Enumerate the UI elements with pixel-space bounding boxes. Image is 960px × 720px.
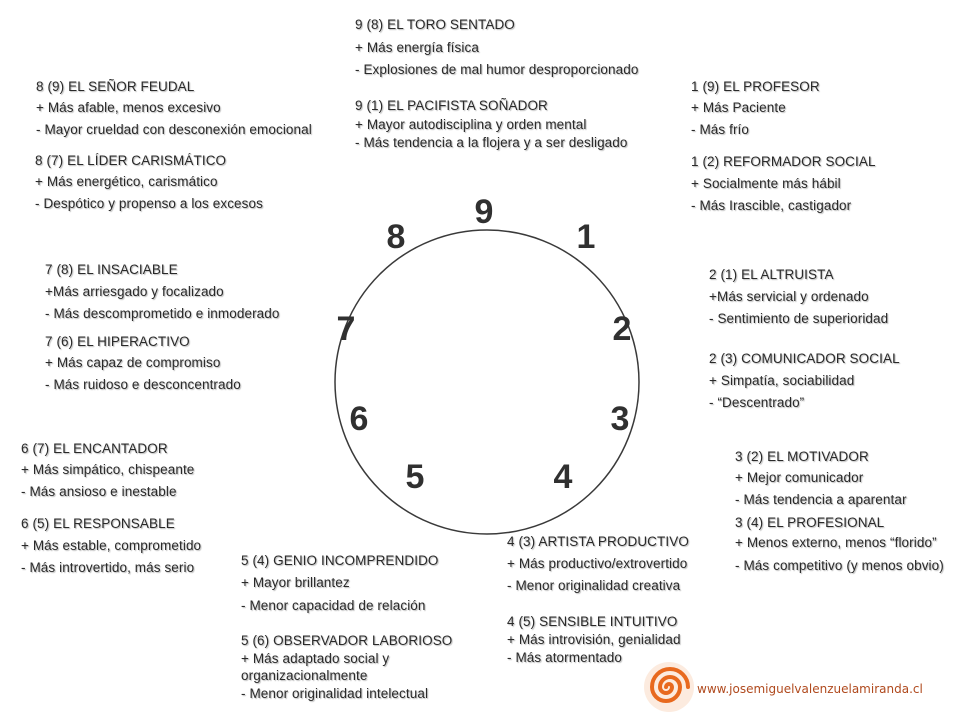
- type-minus: - Sentimiento de superioridad: [709, 311, 889, 326]
- wheel-number-4: 4: [553, 458, 573, 496]
- type-minus: - Más Irascible, castigador: [691, 198, 852, 213]
- type-title: 5 (4) GENIO INCOMPRENDIDO: [241, 553, 439, 568]
- type-plus: + Simpatía, sociabilidad: [709, 373, 855, 388]
- type-title: 9 (1) EL PACIFISTA SOÑADOR: [355, 98, 548, 113]
- type-title: 7 (6) EL HIPERACTIVO: [45, 334, 190, 349]
- type-plus: + Más adaptado social y: [241, 651, 390, 666]
- type-plus: + Más estable, comprometido: [21, 538, 202, 553]
- type-plus: + Más capaz de compromiso: [45, 355, 221, 370]
- type-plus: + Más afable, menos excesivo: [36, 100, 221, 115]
- type-minus: - Más descomprometido e inmoderado: [45, 306, 280, 321]
- type-plus: + Socialmente más hábil: [691, 176, 841, 191]
- wheel-circle: [335, 230, 639, 534]
- type-plus: + Menos externo, menos “florido”: [735, 535, 937, 550]
- type-plus: + Más energético, carismático: [35, 174, 218, 189]
- type-title: 6 (7) EL ENCANTADOR: [21, 441, 168, 456]
- wheel-number-1: 1: [576, 218, 596, 256]
- type-plus: + Mayor autodisciplina y orden mental: [355, 117, 587, 132]
- type-plus: + Más introvisión, genialidad: [507, 632, 681, 647]
- type-plus: + Más simpático, chispeante: [21, 462, 195, 477]
- type-minus: - Más ruidoso e desconcentrado: [45, 377, 241, 392]
- type-plus: + Mejor comunicador: [735, 470, 864, 485]
- type-plus: + Mayor brillantez: [241, 575, 350, 590]
- wheel-number-7: 7: [336, 310, 356, 348]
- type-minus: - Más frío: [691, 122, 750, 137]
- type-minus: - Más tendencia a aparentar: [735, 492, 907, 507]
- type-minus: - Mayor crueldad con desconexión emocional: [36, 122, 312, 137]
- type-title: 4 (5) SENSIBLE INTUITIVO: [507, 614, 678, 629]
- type-minus: - Más tendencia a la flojera y a ser desligado: [355, 135, 628, 150]
- type-plus-continued: organizacionalmente: [241, 668, 368, 683]
- type-plus: +Más arriesgado y focalizado: [45, 284, 224, 299]
- type-minus: - Explosiones de mal humor desproporcionado: [355, 62, 639, 77]
- wheel-number-2: 2: [612, 310, 632, 348]
- spiral-logo-icon: [642, 660, 696, 714]
- type-title: 3 (2) EL MOTIVADOR: [735, 449, 869, 464]
- type-minus: - Menor capacidad de relación: [241, 598, 426, 613]
- type-title: 8 (7) EL LÍDER CARISMÁTICO: [35, 153, 227, 168]
- type-minus: - Más atormentado: [507, 650, 622, 665]
- type-title: 4 (3) ARTISTA PRODUCTIVO: [507, 534, 689, 549]
- type-title: 9 (8) EL TORO SENTADO: [355, 17, 515, 32]
- type-minus: - Más ansioso e inestable: [21, 484, 177, 499]
- type-minus: - Despótico y propenso a los excesos: [35, 196, 263, 211]
- type-plus: + Más productivo/extrovertido: [507, 556, 688, 571]
- type-plus: + Más Paciente: [691, 100, 786, 115]
- wheel-number-6: 6: [349, 400, 369, 438]
- type-title: 8 (9) EL SEÑOR FEUDAL: [36, 79, 195, 94]
- type-title: 2 (3) COMUNICADOR SOCIAL: [709, 351, 900, 366]
- type-title: 5 (6) OBSERVADOR LABORIOSO: [241, 633, 453, 648]
- wheel-number-5: 5: [405, 458, 425, 496]
- wheel-number-3: 3: [610, 400, 630, 438]
- type-title: 1 (9) EL PROFESOR: [691, 79, 820, 94]
- type-minus: - Más introvertido, más serio: [21, 560, 195, 575]
- type-minus: - Menor originalidad intelectual: [241, 686, 429, 701]
- type-minus: - Más competitivo (y menos obvio): [735, 558, 944, 573]
- type-title: 3 (4) EL PROFESIONAL: [735, 515, 885, 530]
- wheel-number-9: 9: [474, 193, 494, 231]
- type-title: 1 (2) REFORMADOR SOCIAL: [691, 154, 876, 169]
- type-title: 7 (8) EL INSACIABLE: [45, 262, 178, 277]
- type-minus: - “Descentrado”: [709, 395, 805, 410]
- type-title: 6 (5) EL RESPONSABLE: [21, 516, 175, 531]
- type-title: 2 (1) EL ALTRUISTA: [709, 267, 834, 282]
- type-plus: +Más servicial y ordenado: [709, 289, 869, 304]
- type-minus: - Menor originalidad creativa: [507, 578, 681, 593]
- type-plus: + Más energía física: [355, 40, 479, 55]
- wheel-number-8: 8: [386, 218, 406, 256]
- website-link[interactable]: www.josemiguelvalenzuelamiranda.cl: [697, 682, 923, 696]
